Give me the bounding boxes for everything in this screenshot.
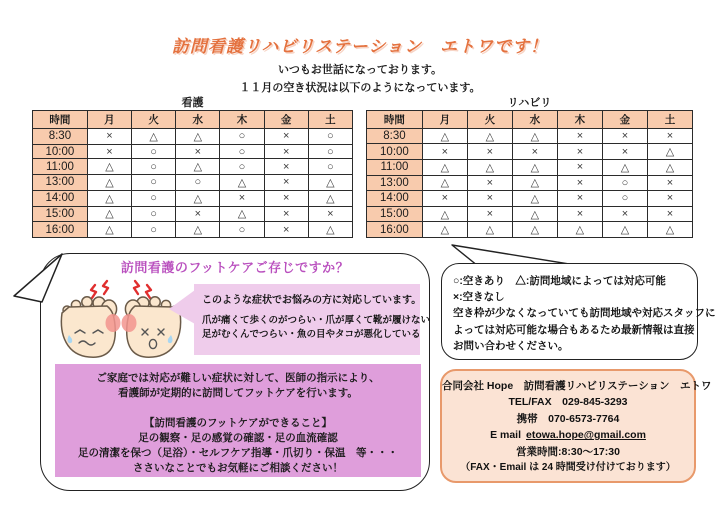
availability-cell: △ — [467, 128, 512, 144]
table-row — [367, 144, 693, 160]
availability-cell: ○ — [132, 175, 176, 191]
footcare-title: 訪問看護のフットケアご存じですか？ — [120, 260, 350, 275]
availability-cell: ○ — [132, 159, 176, 175]
availability-note: １１月の空き状況は以下のようになっています。 — [239, 82, 481, 94]
availability-cell: ○ — [132, 190, 176, 206]
email-line — [442, 427, 694, 443]
availability-cell: × — [557, 160, 602, 176]
text-line: ○:空きあり △:訪問地域によっては対応可能 — [453, 275, 666, 287]
availability-cell: △ — [467, 222, 512, 238]
availability-cell: × — [176, 144, 220, 159]
availability-cell: △ — [512, 128, 557, 144]
availability-cell: △ — [220, 175, 264, 191]
availability-cell: × — [264, 206, 308, 222]
availability-cell: × — [557, 175, 602, 191]
table-row — [367, 175, 693, 191]
time-cell: 16:00 — [367, 222, 423, 238]
day-header-cell: 金 — [602, 111, 647, 129]
availability-cell: △ — [176, 128, 220, 144]
table-row — [33, 144, 353, 159]
day-header-cell: 月 — [422, 111, 467, 129]
greeting-text: いつもお世話になっております。 — [277, 64, 443, 76]
table-row — [33, 206, 353, 222]
availability-cell: △ — [176, 159, 220, 175]
availability-cell: ○ — [220, 144, 264, 159]
availability-cell: × — [557, 144, 602, 160]
availability-cell: × — [264, 128, 308, 144]
availability-cell: × — [308, 206, 352, 222]
availability-cell: × — [647, 175, 692, 191]
availability-cell: × — [467, 206, 512, 222]
feet-illustration — [57, 277, 185, 363]
header-row — [367, 111, 693, 129]
availability-cell: × — [87, 144, 131, 159]
time-cell: 11:00 — [33, 159, 88, 175]
availability-cell: △ — [308, 175, 352, 191]
availability-cell: △ — [308, 222, 352, 238]
text-line: 【訪問看護のフットケアができること】 — [143, 417, 333, 429]
symptom-bubble — [194, 284, 431, 355]
availability-cell: × — [602, 144, 647, 160]
day-header-cell: 木 — [557, 111, 602, 129]
text-line: 足の観察・足の感覚の確認・足の血流確認 — [138, 432, 338, 444]
availability-cell: △ — [422, 175, 467, 191]
symptom-lines — [202, 314, 431, 342]
availability-cell: △ — [602, 160, 647, 176]
availability-cell: × — [557, 128, 602, 144]
rehab-availability-table — [366, 110, 693, 238]
availability-cell: △ — [602, 222, 647, 238]
availability-cell: △ — [87, 222, 131, 238]
day-header-cell: 水 — [512, 111, 557, 129]
availability-cell: × — [467, 191, 512, 207]
availability-cell: × — [512, 144, 557, 160]
availability-cell: × — [264, 144, 308, 159]
availability-cell: △ — [87, 206, 131, 222]
availability-cell: × — [467, 175, 512, 191]
availability-cell: ○ — [132, 206, 176, 222]
availability-cell: × — [602, 128, 647, 144]
day-header-cell: 土 — [647, 111, 692, 129]
text-line: 足がむくんでつらい・魚の目やタコが悪化している — [202, 329, 421, 340]
availability-cell: △ — [647, 160, 692, 176]
availability-cell: × — [557, 206, 602, 222]
availability-cell: △ — [308, 190, 352, 206]
text-line — [55, 401, 421, 416]
availability-cell: △ — [512, 160, 557, 176]
table-row — [367, 222, 693, 238]
day-header-cell: 月 — [87, 111, 131, 129]
time-cell: 13:00 — [33, 175, 88, 191]
bunion-blush-right — [122, 314, 137, 332]
availability-cell: △ — [176, 190, 220, 206]
availability-cell: △ — [132, 128, 176, 144]
time-cell: 8:30 — [33, 128, 88, 144]
availability-cell: △ — [512, 175, 557, 191]
availability-cell: ○ — [602, 191, 647, 207]
availability-cell: × — [264, 159, 308, 175]
availability-cell: ○ — [602, 175, 647, 191]
availability-cell: △ — [422, 160, 467, 176]
availability-cell: △ — [220, 206, 264, 222]
availability-cell: △ — [512, 191, 557, 207]
availability-cell: △ — [176, 222, 220, 238]
availability-cell: × — [467, 144, 512, 160]
availability-cell: × — [602, 206, 647, 222]
time-cell: 16:00 — [33, 222, 88, 238]
pain-spark-icon — [91, 281, 151, 298]
page-title: 訪問看護リハビリステーション エトワです！ — [171, 37, 549, 56]
time-cell: 14:00 — [33, 190, 88, 206]
nursing-availability-table — [32, 110, 353, 238]
symptom-heading: このような症状でお悩みの方に対応しています。 — [202, 295, 422, 306]
day-header-cell: 時間 — [33, 111, 88, 129]
text-line: ささいなことでもお気軽にご相談ください！ — [133, 462, 343, 474]
time-cell: 13:00 — [367, 175, 423, 191]
table-caption-rehab: リハビリ — [507, 97, 552, 109]
time-cell: 10:00 — [33, 144, 88, 159]
legend-box — [441, 263, 716, 360]
day-header-cell: 金 — [264, 111, 308, 129]
availability-cell: × — [422, 191, 467, 207]
contact-box — [440, 369, 712, 483]
text-line: よっては対応可能な場合もあるため最新情報は直接 — [453, 323, 695, 336]
availability-cell: △ — [422, 222, 467, 238]
availability-cell: × — [422, 144, 467, 160]
availability-cell: × — [557, 191, 602, 207]
text-line: 足の清潔を保つ（足浴）・セルフケア指導・爪切り・保温 等・・・ — [78, 447, 398, 459]
table-row — [33, 222, 353, 238]
availability-cell: △ — [512, 222, 557, 238]
pink-bubble-tail-icon — [169, 290, 196, 325]
table-row — [367, 160, 693, 176]
availability-cell: ○ — [308, 144, 352, 159]
time-cell: 11:00 — [367, 160, 423, 176]
availability-cell: × — [647, 191, 692, 207]
availability-cell: △ — [87, 175, 131, 191]
text-line: 看護師が定期的に訪問してフットケアを行います。 — [118, 387, 358, 399]
availability-cell: × — [264, 190, 308, 206]
day-header-cell: 水 — [176, 111, 220, 129]
availability-cell: △ — [87, 190, 131, 206]
table-row — [367, 191, 693, 207]
availability-cell: △ — [422, 206, 467, 222]
header-row — [33, 111, 353, 129]
day-header-cell: 木 — [220, 111, 264, 129]
availability-cell: ○ — [176, 175, 220, 191]
day-header-cell: 火 — [467, 111, 512, 129]
availability-cell: × — [647, 206, 692, 222]
availability-cell: × — [264, 222, 308, 238]
table-row — [33, 159, 353, 175]
text-line: ご家庭では対応が難しい症状に対して、医師の指示により、 — [96, 372, 380, 384]
availability-cell: ○ — [132, 222, 176, 238]
availability-cell: ○ — [308, 128, 352, 144]
email-address[interactable]: etowa.hope@gmail.com — [526, 429, 646, 442]
availability-cell: △ — [87, 159, 131, 175]
availability-table — [366, 110, 693, 238]
time-cell: 8:30 — [367, 128, 423, 144]
availability-cell: △ — [422, 128, 467, 144]
day-header-cell: 土 — [308, 111, 352, 129]
availability-cell: △ — [467, 160, 512, 176]
availability-cell: × — [220, 190, 264, 206]
availability-cell: ○ — [132, 144, 176, 159]
time-cell: 15:00 — [367, 206, 423, 222]
bunion-blush-left — [106, 314, 121, 332]
footcare-description-panel — [55, 364, 421, 477]
tel-fax: TEL/FAX 029-845-3293 — [508, 396, 628, 409]
availability-cell: × — [87, 128, 131, 144]
availability-cell: △ — [557, 222, 602, 238]
time-cell: 14:00 — [367, 191, 423, 207]
availability-cell: ○ — [220, 128, 264, 144]
time-cell: 15:00 — [33, 206, 88, 222]
mobile-phone: 携帯 070-6573-7764 — [516, 412, 620, 425]
availability-cell: ○ — [220, 159, 264, 175]
text-line: ×:空きなし — [453, 291, 505, 304]
availability-cell: × — [176, 206, 220, 222]
availability-cell: × — [647, 128, 692, 144]
table-row — [33, 128, 353, 144]
email-label: E mail — [490, 429, 521, 442]
text-line: 爪が痛くて歩くのがつらい・爪が厚くて靴が履けない — [202, 315, 431, 326]
day-header-cell: 火 — [132, 111, 176, 129]
availability-cell: × — [264, 175, 308, 191]
company-name: 合同会社 Hope 訪問看護リハビリステーション エトワ — [442, 380, 712, 392]
availability-cell: △ — [512, 206, 557, 222]
availability-table — [32, 110, 353, 238]
availability-cell: ○ — [308, 159, 352, 175]
table-row — [367, 128, 693, 144]
table-row — [33, 190, 353, 206]
table-row — [367, 206, 693, 222]
table-row — [33, 175, 353, 191]
time-cell: 10:00 — [367, 144, 423, 160]
contact-note: （FAX・Email は 24 時間受け付けております） — [460, 462, 676, 474]
business-hours: 営業時間:8:30～17:30 — [516, 445, 620, 458]
table-caption-nursing: 看護 — [181, 97, 204, 109]
text-line: お問い合わせください。 — [453, 339, 569, 352]
availability-cell: ○ — [220, 222, 264, 238]
day-header-cell: 時間 — [367, 111, 423, 129]
text-line: 空き枠が少なくなっていても訪問地域や対応スタッフに — [453, 307, 716, 320]
availability-cell: △ — [647, 144, 692, 160]
availability-cell: △ — [647, 222, 692, 238]
